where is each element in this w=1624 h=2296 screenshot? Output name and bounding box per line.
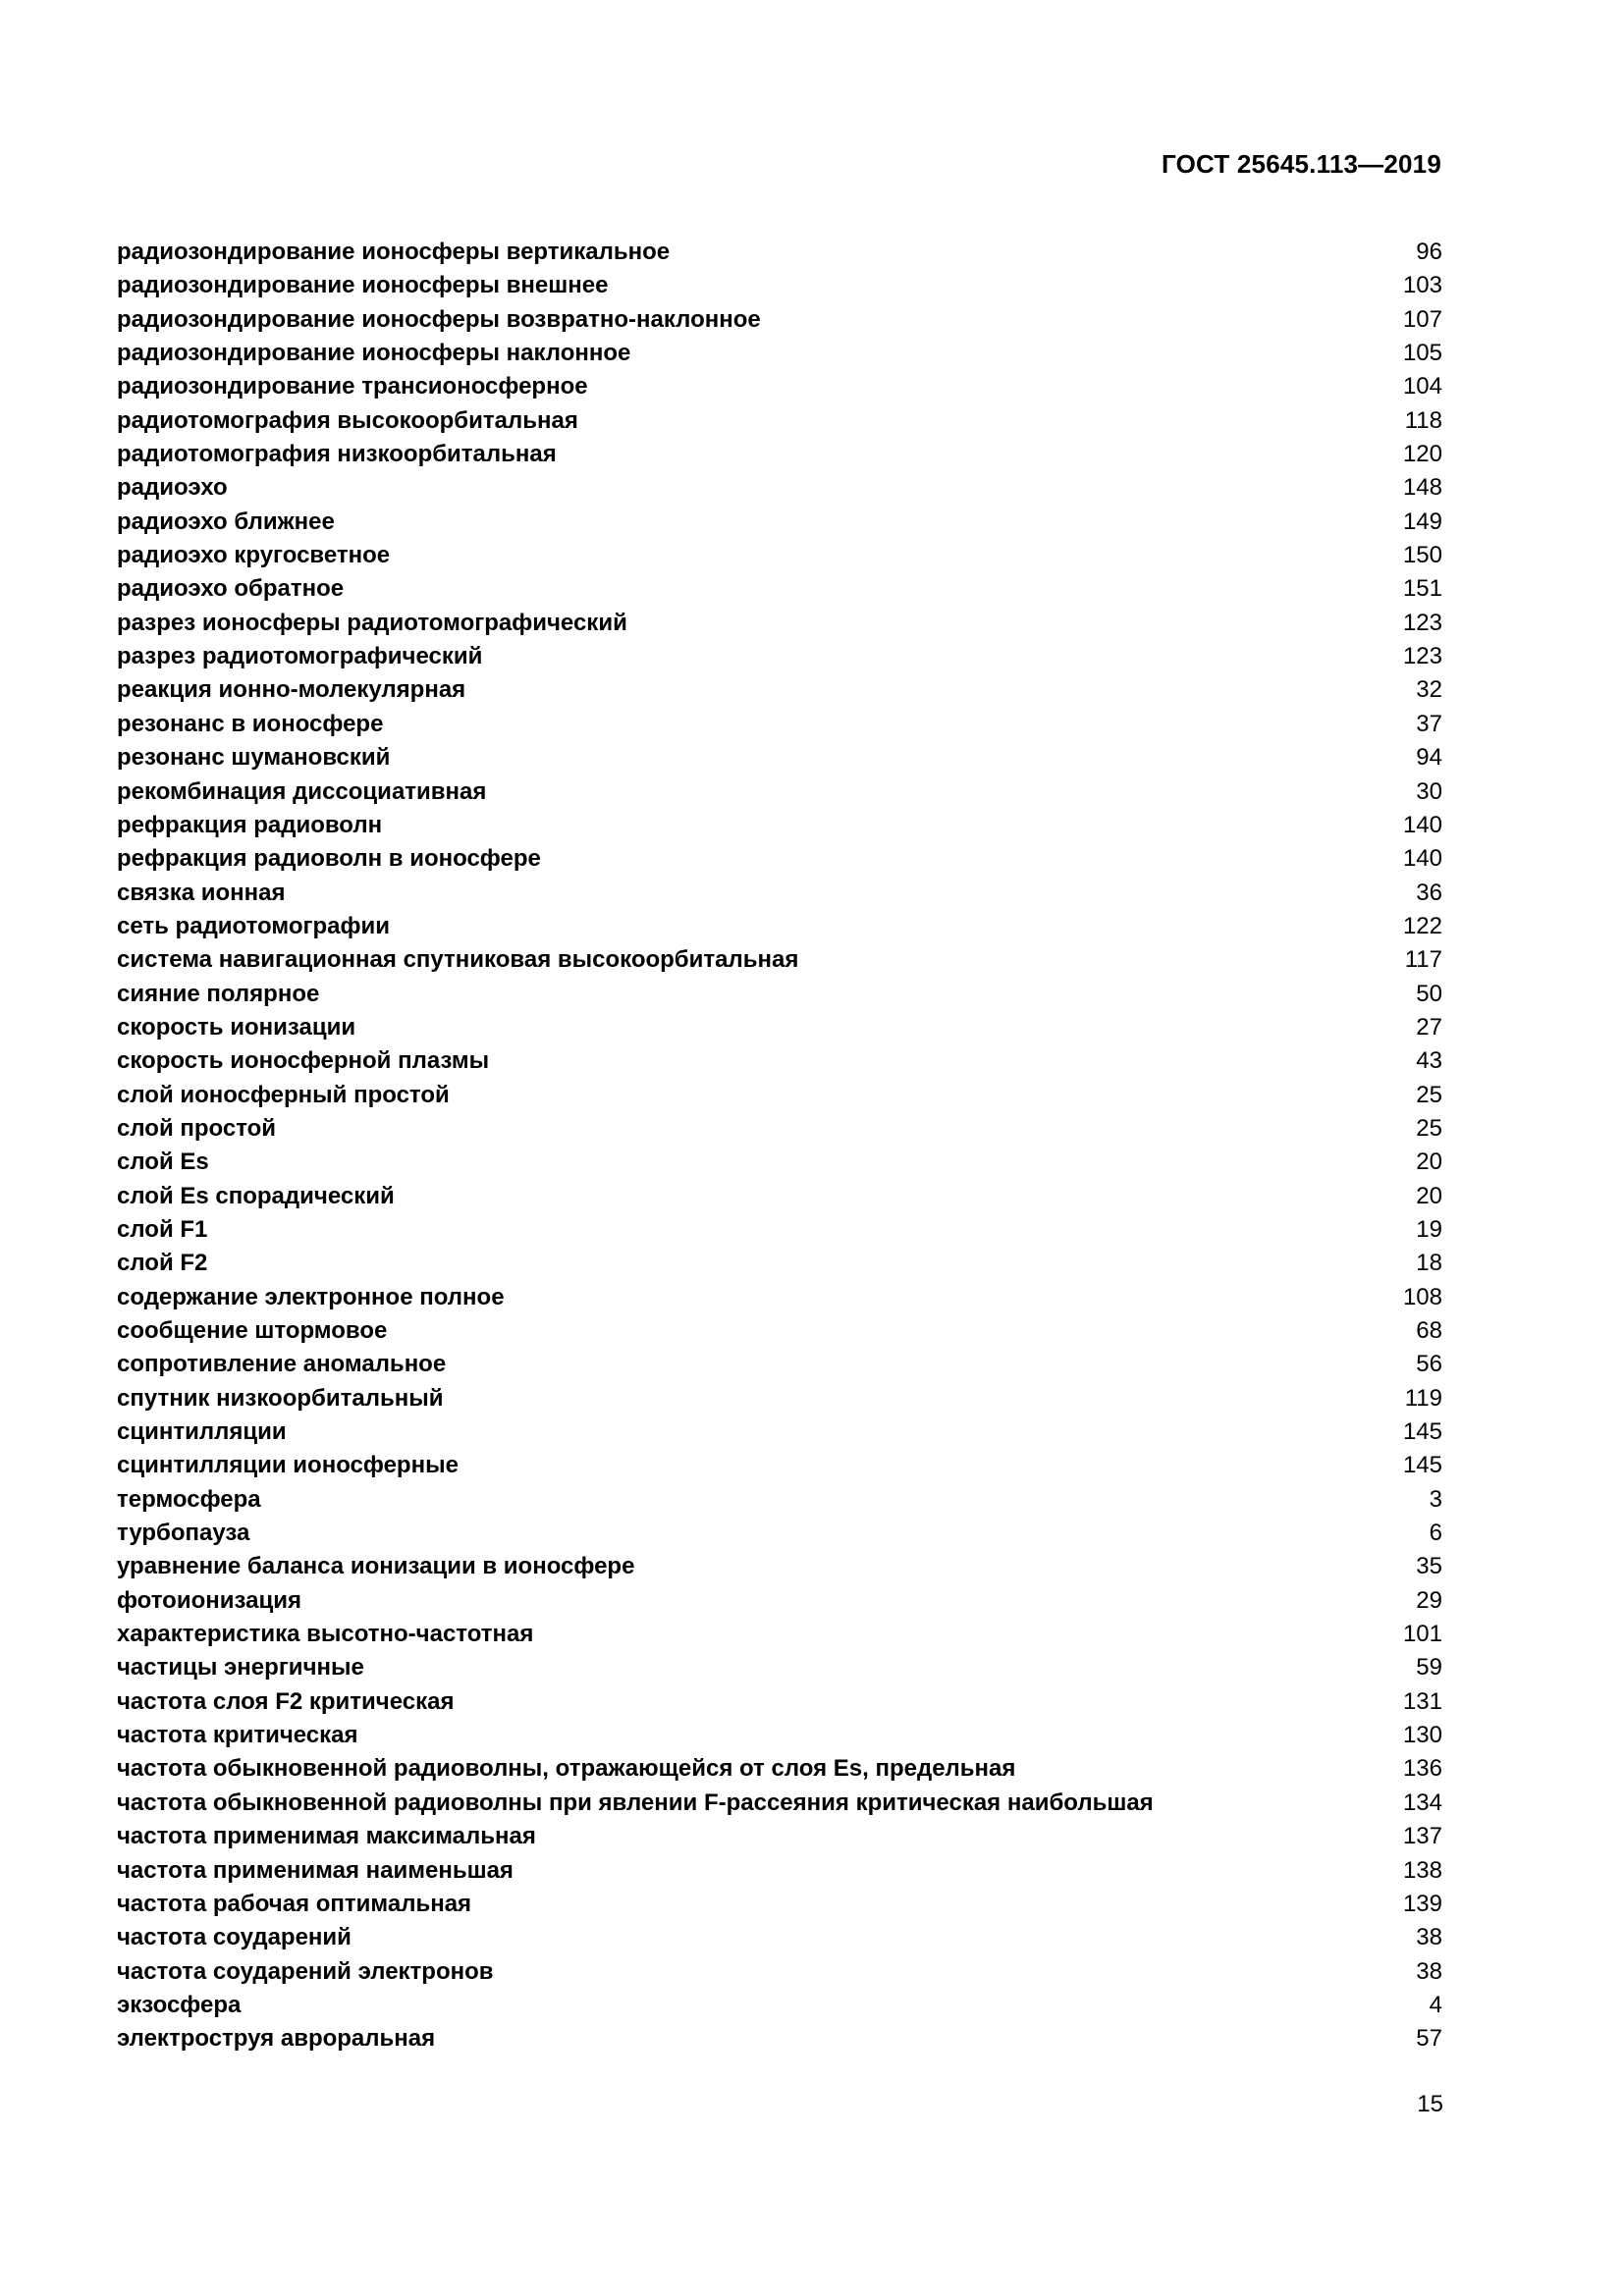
index-term: сеть радиотомографии	[117, 912, 391, 939]
index-page-ref: 101	[1402, 1621, 1442, 1648]
index-term: слой ионосферный простой	[117, 1081, 450, 1108]
index-entry	[117, 943, 1442, 977]
index-entry	[117, 809, 1442, 842]
index-term: сообщение штормовое	[117, 1317, 388, 1344]
index-term: рекомбинация диссоциативная	[117, 777, 487, 805]
index-entry	[117, 1247, 1442, 1280]
index-page-ref: 50	[1416, 980, 1442, 1007]
index-term: турбопауза	[117, 1520, 250, 1547]
index-term: рефракция радиоволн в ионосфере	[117, 845, 541, 873]
index-term: рефракция радиоволн	[117, 811, 383, 838]
index-entry	[117, 1888, 1442, 1921]
index-term: радиозондирование ионосферы внешнее	[117, 272, 609, 299]
index-page-ref: 131	[1402, 1687, 1442, 1715]
index-entry	[117, 1820, 1442, 1853]
index-entry	[117, 438, 1442, 471]
index-entry	[117, 1921, 1442, 1954]
index-term: резонанс шумановский	[117, 744, 391, 772]
index-term: радиозондирование трансионосферное	[117, 373, 588, 400]
index-page-ref: 59	[1416, 1654, 1442, 1682]
index-entry	[117, 1314, 1442, 1348]
index-term: экзосфера	[117, 1991, 242, 2018]
index-term: скорость ионосферной плазмы	[117, 1047, 490, 1075]
index-entry	[117, 1787, 1442, 1820]
index-term: слой Es спорадический	[117, 1182, 395, 1209]
index-entry	[117, 640, 1442, 673]
index-page-ref: 43	[1416, 1047, 1442, 1075]
index-term: радиозондирование ионосферы наклонное	[117, 340, 631, 367]
index-term: термосфера	[117, 1485, 261, 1513]
index-page-ref: 19	[1416, 1215, 1442, 1243]
index-entry	[117, 1382, 1442, 1415]
index-page-ref: 25	[1416, 1081, 1442, 1108]
index-term: слой F2	[117, 1250, 208, 1277]
index-term: характеристика высотно-частотная	[117, 1621, 534, 1648]
index-term: радиозондирование ионосферы возвратно-наклонное	[117, 305, 761, 333]
index-page-ref: 29	[1416, 1586, 1442, 1614]
index-page-ref: 140	[1402, 811, 1442, 838]
index-page-ref: 37	[1416, 710, 1442, 737]
index-entry	[117, 1011, 1442, 1044]
index-page-ref: 138	[1402, 1856, 1442, 1884]
index-page-ref: 130	[1402, 1722, 1442, 1749]
index-entry	[117, 1752, 1442, 1786]
index-page-ref: 27	[1416, 1013, 1442, 1041]
index-entry	[117, 1719, 1442, 1752]
index-page-ref: 139	[1402, 1890, 1442, 1917]
alphabetical-index	[117, 236, 1442, 2056]
index-entry	[117, 877, 1442, 910]
index-term: сцинтилляции ионосферные	[117, 1452, 459, 1479]
index-page-ref: 38	[1416, 1924, 1442, 1951]
index-page-ref: 140	[1402, 845, 1442, 873]
index-term: разрез радиотомографический	[117, 643, 483, 670]
index-page-ref: 145	[1402, 1452, 1442, 1479]
index-term: скорость ионизации	[117, 1013, 356, 1041]
index-entry	[117, 1651, 1442, 1684]
index-term: электроструя авроральная	[117, 2025, 436, 2053]
index-term: частота критическая	[117, 1722, 358, 1749]
index-entry	[117, 404, 1442, 438]
index-term: радиоэхо	[117, 474, 228, 502]
page-number: 15	[1417, 2091, 1443, 2117]
index-page-ref: 145	[1402, 1418, 1442, 1446]
index-term: радиотомография низкоорбитальная	[117, 441, 557, 468]
index-page-ref: 20	[1416, 1182, 1442, 1209]
index-entry	[117, 2022, 1442, 2056]
index-entry	[117, 1415, 1442, 1449]
index-entry	[117, 1079, 1442, 1112]
index-entry	[117, 775, 1442, 809]
index-page-ref: 18	[1416, 1250, 1442, 1277]
index-term: радиотомография высокоорбитальная	[117, 406, 578, 434]
index-page-ref: 103	[1402, 272, 1442, 299]
index-term: содержание электронное полное	[117, 1283, 505, 1310]
index-term: разрез ионосферы радиотомографический	[117, 609, 627, 636]
index-entry	[117, 1584, 1442, 1618]
index-term: частота слоя F2 критическая	[117, 1687, 455, 1715]
index-page-ref: 3	[1429, 1485, 1442, 1513]
index-term: уравнение баланса ионизации в ионосфере	[117, 1553, 635, 1580]
index-entry	[117, 269, 1442, 302]
index-term: сопротивление аномальное	[117, 1351, 447, 1378]
index-entry	[117, 370, 1442, 403]
index-term: радиоэхо ближнее	[117, 507, 335, 535]
index-entry	[117, 303, 1442, 337]
index-page-ref: 30	[1416, 777, 1442, 805]
index-page-ref: 38	[1416, 1957, 1442, 1985]
index-entry	[117, 910, 1442, 943]
index-page-ref: 32	[1416, 676, 1442, 704]
index-entry	[117, 1517, 1442, 1550]
index-page-ref: 36	[1416, 879, 1442, 906]
index-page-ref: 148	[1402, 474, 1442, 502]
index-term: система навигационная спутниковая высокоорбитальная	[117, 946, 799, 974]
index-page-ref: 105	[1402, 340, 1442, 367]
index-term: частота соударений	[117, 1924, 352, 1951]
index-term: слой простой	[117, 1114, 277, 1142]
index-entry	[117, 708, 1442, 741]
index-page-ref: 150	[1402, 542, 1442, 569]
index-term: слой Es	[117, 1148, 209, 1176]
index-entry	[117, 842, 1442, 876]
index-page-ref: 119	[1404, 1384, 1442, 1412]
index-page-ref: 94	[1416, 744, 1442, 772]
index-page-ref: 68	[1416, 1317, 1442, 1344]
index-page-ref: 107	[1402, 305, 1442, 333]
index-entry	[117, 1618, 1442, 1651]
index-term: связка ионная	[117, 879, 286, 906]
index-page-ref: 136	[1402, 1755, 1442, 1783]
index-entry	[117, 1213, 1442, 1247]
index-page-ref: 149	[1402, 507, 1442, 535]
index-term: частота применимая максимальная	[117, 1823, 536, 1850]
index-page-ref: 4	[1429, 1991, 1442, 2018]
index-page-ref: 104	[1402, 373, 1442, 400]
index-entry	[117, 1854, 1442, 1888]
index-entry	[117, 1281, 1442, 1314]
index-entry	[117, 1483, 1442, 1517]
index-entry	[117, 673, 1442, 707]
index-term: частота обыкновенной радиоволны при явлении F-рассеяния критическая наибольшая	[117, 1789, 1154, 1816]
index-page-ref: 57	[1416, 2025, 1442, 2053]
index-term: радиозондирование ионосферы вертикальное	[117, 239, 671, 265]
index-entry	[117, 1685, 1442, 1719]
index-page-ref: 56	[1416, 1351, 1442, 1378]
index-page-ref: 120	[1402, 441, 1442, 468]
index-entry	[117, 506, 1442, 539]
index-entry	[117, 1989, 1442, 2022]
index-term: частота соударений электронов	[117, 1957, 494, 1985]
index-page-ref: 122	[1402, 912, 1442, 939]
index-entry	[117, 337, 1442, 370]
index-page-ref: 96	[1416, 239, 1442, 265]
index-entry	[117, 1550, 1442, 1583]
index-entry	[117, 1180, 1442, 1213]
index-entry	[117, 978, 1442, 1011]
index-entry	[117, 1449, 1442, 1482]
index-entry	[117, 1044, 1442, 1078]
index-entry	[117, 236, 1442, 269]
index-page-ref: 20	[1416, 1148, 1442, 1176]
index-term: фотоионизация	[117, 1586, 301, 1614]
index-entry	[117, 741, 1442, 774]
index-entry	[117, 1146, 1442, 1179]
index-term: частота применимая наименьшая	[117, 1856, 514, 1884]
index-entry	[117, 1348, 1442, 1381]
index-term: частота обыкновенной радиоволны, отражающейся от слоя Es, предельная	[117, 1755, 1016, 1783]
index-entry	[117, 1955, 1442, 1989]
index-term: радиоэхо обратное	[117, 575, 345, 603]
index-entry	[117, 1112, 1442, 1146]
index-page-ref: 151	[1402, 575, 1442, 603]
index-term: частицы энергичные	[117, 1654, 364, 1682]
index-page-ref: 108	[1402, 1283, 1442, 1310]
index-entry	[117, 539, 1442, 572]
index-term: сияние полярное	[117, 980, 320, 1007]
index-page-ref: 118	[1404, 406, 1442, 434]
index-term: резонанс в ионосфере	[117, 710, 384, 737]
document-header	[1162, 149, 1441, 180]
index-entry	[117, 607, 1442, 640]
index-entry	[117, 572, 1442, 606]
index-page-ref: 134	[1402, 1789, 1442, 1816]
index-page-ref: 25	[1416, 1114, 1442, 1142]
index-term: реакция ионно-молекулярная	[117, 676, 466, 704]
index-page-ref: 117	[1404, 946, 1442, 974]
standard-code: ГОСТ 25645.113—2019	[1162, 149, 1441, 179]
index-term: сцинтилляции	[117, 1418, 287, 1446]
index-page-ref: 123	[1402, 609, 1442, 636]
index-page-ref: 6	[1429, 1520, 1442, 1547]
index-page-ref: 35	[1416, 1553, 1442, 1580]
index-term: спутник низкоорбитальный	[117, 1384, 444, 1412]
index-term: радиоэхо кругосветное	[117, 542, 391, 569]
index-page-ref: 123	[1402, 643, 1442, 670]
index-page-ref: 137	[1402, 1823, 1442, 1850]
index-term: слой F1	[117, 1215, 208, 1243]
index-term: частота рабочая оптимальная	[117, 1890, 472, 1917]
index-entry	[117, 471, 1442, 505]
